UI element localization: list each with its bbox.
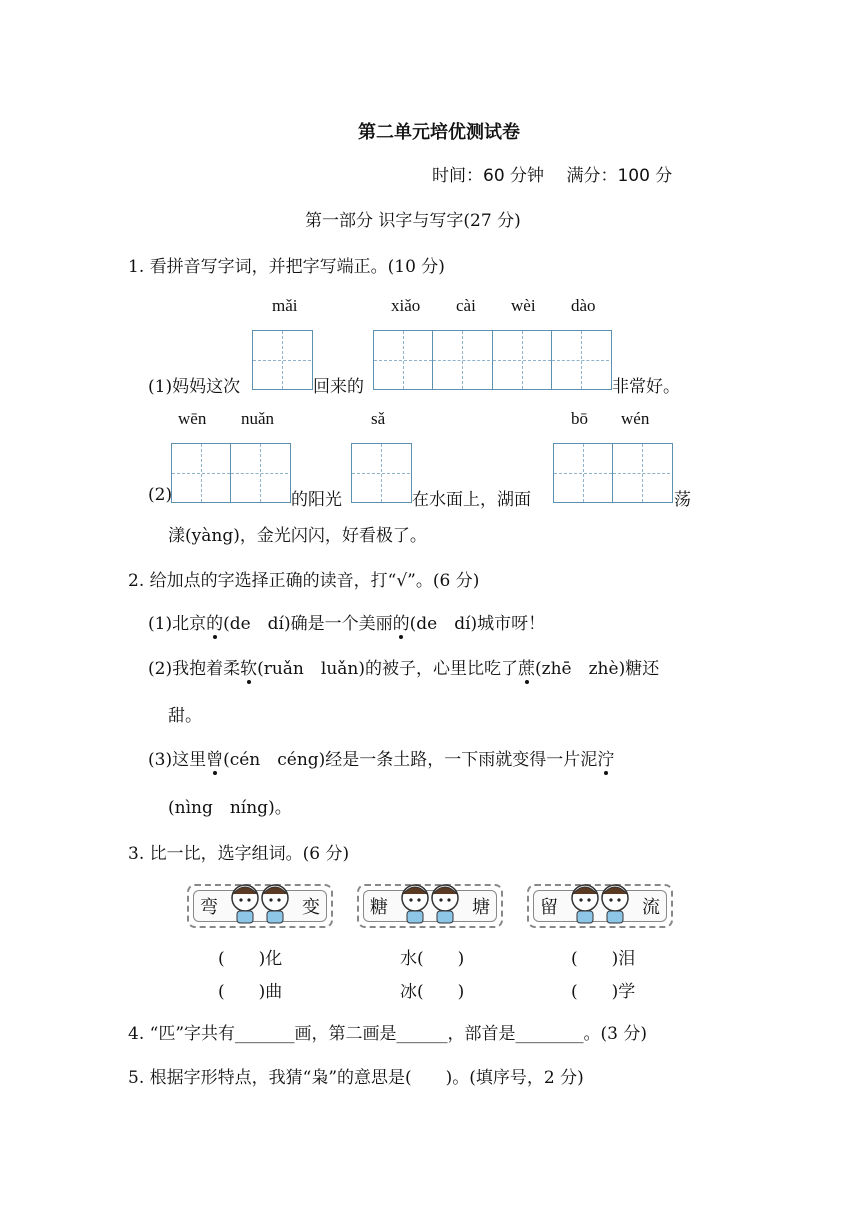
q2-line3: (3)这里曾(cén céng)经是一条土路，一下雨就变得一片泥泞: [148, 745, 614, 770]
answer-grid-weidao[interactable]: [492, 330, 612, 390]
q1-row2-text5: 漾(yàng)，金光闪闪，好看极了。: [168, 526, 427, 546]
dotted-char: 曾: [206, 745, 223, 770]
card-char-right: 流: [642, 897, 660, 918]
q1-row2-text2: 的阳光: [291, 490, 342, 510]
q1-row2-text4: 荡: [674, 490, 691, 510]
pinyin-wen2: wén: [621, 409, 650, 428]
dotted-char: 的: [206, 609, 223, 634]
q1-row2-text3: 在水面上，湖面: [412, 490, 531, 510]
twin-kids-icon: [397, 880, 463, 930]
dotted-char: 泞: [597, 745, 614, 770]
answer-grid-mai[interactable]: [252, 330, 313, 390]
card-char-right: 变: [302, 897, 320, 918]
answer-grid-sa[interactable]: [351, 443, 412, 503]
dotted-char: 的: [393, 609, 410, 634]
q3-blank-1-2[interactable]: 水( ): [400, 949, 465, 969]
q1-row1-text3: 非常好。: [612, 377, 680, 397]
pinyin-dao: dào: [571, 296, 596, 315]
char-card-3: [527, 884, 673, 928]
q3-blank-2-3[interactable]: ( )学: [571, 982, 636, 1002]
pinyin-bo: bō: [571, 409, 588, 428]
char-card-1: [187, 884, 333, 928]
twin-kids-icon: [227, 880, 293, 930]
q1-title: 1. 看拼音写字词，并把字写端正。(10 分): [128, 257, 445, 277]
q2-line3-cont: (nìng níng)。: [168, 798, 292, 818]
card-char-left: 糖: [370, 897, 388, 918]
twin-kids-icon: [567, 880, 633, 930]
q3-blank-1-1[interactable]: ( )化: [218, 949, 283, 969]
dotted-char: 软: [240, 654, 257, 679]
page-title: 第二单元培优测试卷: [358, 122, 520, 143]
pinyin-nuan: nuǎn: [241, 409, 275, 428]
q2-line1: (1)北京的(de dí)确是一个美丽的(de dí)城市呀！: [148, 609, 545, 634]
pinyin-mai: mǎi: [272, 296, 298, 315]
char-card-2: [357, 884, 503, 928]
q2-title: 2. 给加点的字选择正确的读音，打“√”。(6 分): [128, 571, 480, 591]
card-char-left: 留: [540, 897, 558, 918]
q2-line2-cont: 甜。: [168, 706, 202, 726]
dotted-char: 蔗: [518, 654, 535, 679]
q3-blank-2-1[interactable]: ( )曲: [218, 982, 283, 1002]
card-char-left: 弯: [200, 897, 218, 918]
q3-title: 3. 比一比，选字组词。(6 分): [128, 844, 350, 864]
q2-line2: (2)我抱着柔软(ruǎn luǎn)的被子，心里比吃了蔗(zhē zhè)糖还: [148, 654, 659, 679]
exam-meta: 时间：60 分钟 满分：100 分: [432, 166, 673, 186]
answer-grid-xiaocai[interactable]: [373, 330, 493, 390]
answer-grid-wennuan[interactable]: [171, 443, 291, 503]
q3-blank-1-3[interactable]: ( )泪: [571, 949, 636, 969]
q5-question: 5. 根据字形特点，我猜“枭”的意思是( )。(填序号，2 分): [128, 1068, 584, 1088]
pinyin-xiao: xiǎo: [391, 296, 421, 315]
answer-grid-bowen[interactable]: [553, 443, 673, 503]
pinyin-cai: cài: [456, 296, 476, 315]
q4-question: 4. “匹”字共有_______画，第二画是______，部首是________。(3 分): [128, 1024, 647, 1044]
q1-row1-text2: 回来的: [313, 377, 364, 397]
q1-row2-text1: (2): [148, 485, 173, 505]
card-char-right: 塘: [472, 897, 490, 918]
q1-row1-text1: (1)妈妈这次: [148, 377, 241, 397]
q3-blank-2-2[interactable]: 冰( ): [400, 982, 465, 1002]
pinyin-wen: wēn: [178, 409, 207, 428]
pinyin-sa: sǎ: [371, 409, 386, 428]
pinyin-wei: wèi: [511, 296, 536, 315]
part-heading: 第一部分 识字与写字(27 分): [305, 211, 521, 231]
